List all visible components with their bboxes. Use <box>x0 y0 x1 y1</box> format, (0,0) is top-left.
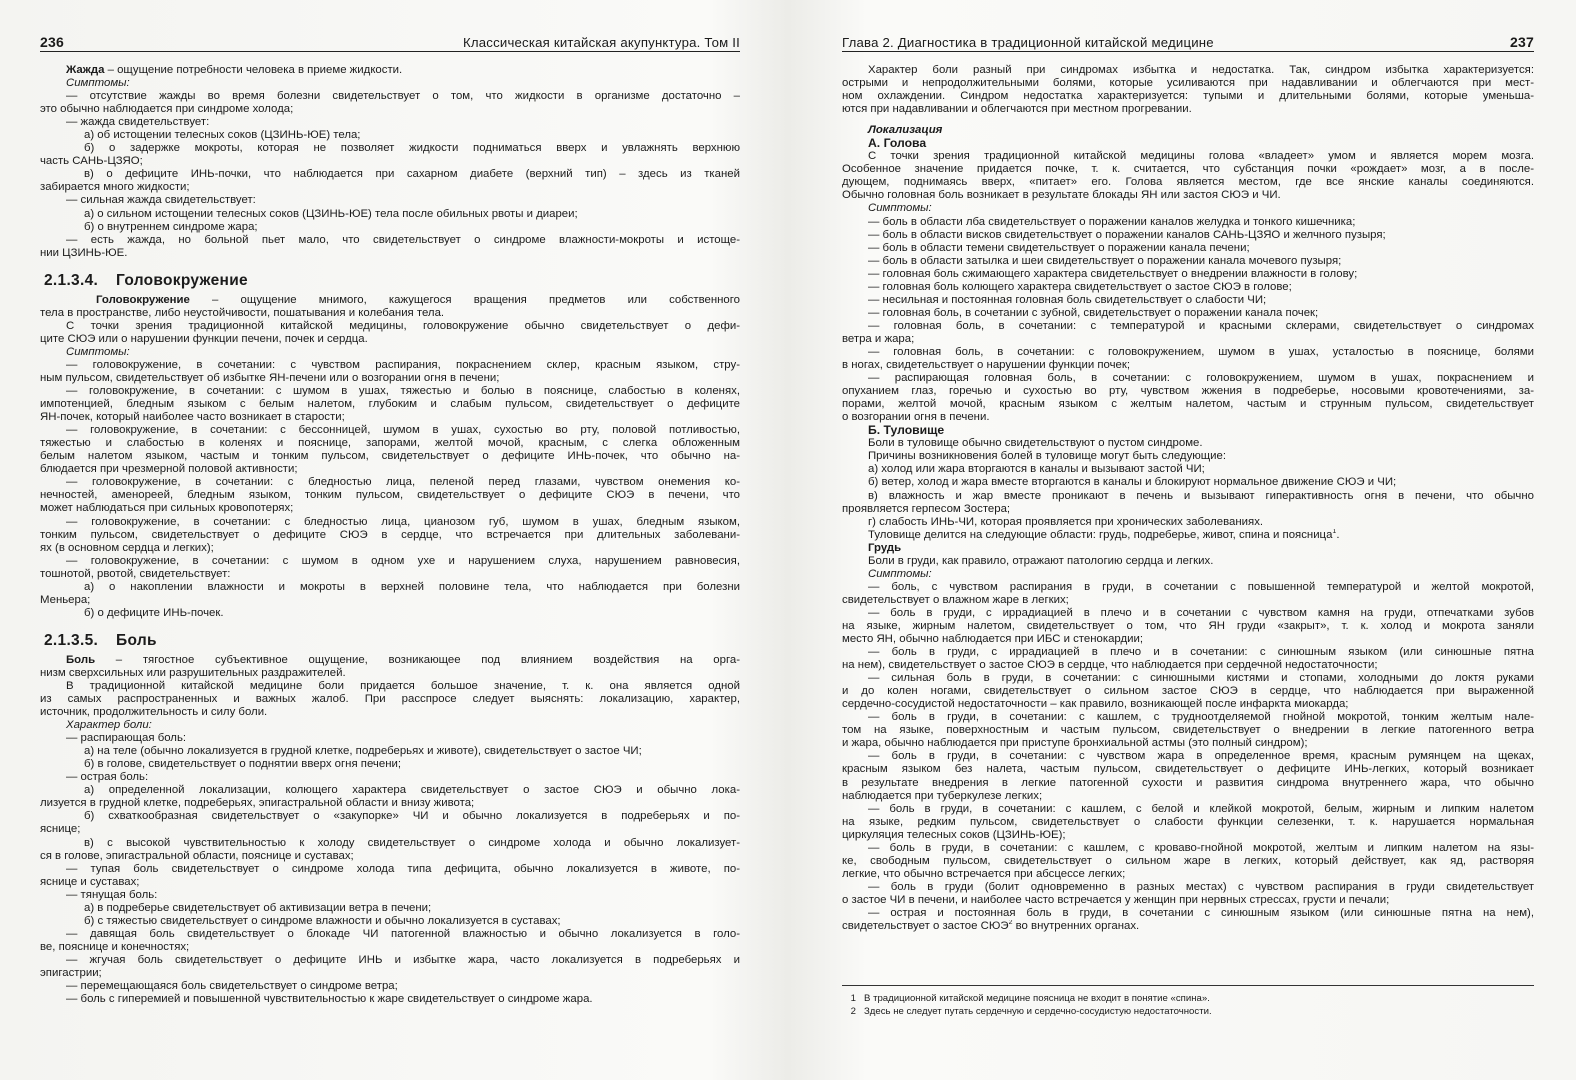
text-line: — острая и постоянная боль в груди, в сочетании с синюшным языком (или синюшные пятна на нем), <box>868 907 1534 919</box>
page-number: 237 <box>1510 34 1534 50</box>
text-line: белым налетом языком, частым и тонким пульсом, свидетельствует о дефиците ИНЬ-почек, что обычно на- <box>40 450 740 463</box>
text-line: — головная боль, в сочетании: с головокружением, шумом в ушах, усталостью в пояснице, болями <box>868 345 1534 358</box>
text-line: — есть жажда, но больной пьет мало, что свидетельствует о синдроме влажности-мокроты и истоще- <box>66 233 740 246</box>
text-line: А. Голова <box>868 137 927 151</box>
text-line: — сильная жажда свидетельствует: <box>66 194 256 207</box>
section-title: Головокружение <box>116 271 248 289</box>
footnotes <box>842 985 1534 1018</box>
text-line: ЯН-почек, который наиболее часто возникает в старости; <box>40 411 345 424</box>
text-line: — боль с гиперемией и повышенной чувствительностью к жаре свидетельствует о синдроме жара. <box>66 993 593 1006</box>
text-line: а) об истощении телесных соков (ЦЗИНЬ-ЮЕ) тела; <box>84 129 361 142</box>
text-line: и до колен ногами, свидетельствует о сильном застое СЮЭ в сердце, что наблюдается при выраженной <box>842 685 1534 698</box>
text-line: б) схваткообразная свидетельствует о «закупорке» ЧИ и обычно локализуется в подреберьях и по- <box>84 810 740 823</box>
text-line: б) ветер, холод и жара вместе вторгаются в каналы и блокируют нормальное движение СЮЭ и ЧИ; <box>868 476 1397 489</box>
text-line: — боль, с чувством распирания в груди, в сочетании с повышенной температурой и желтой мокротой, <box>868 580 1534 593</box>
text-line: о застое ЧИ в печени, и наиболее часто встречается у женщин при нервных стрессах, грусти и печали; <box>842 893 1390 906</box>
text-line: том на языке, поверхностным и частым пульсом, свидетельствует о внедрении в легкие патогенного ветра <box>842 724 1534 737</box>
term: Головокружение <box>96 293 190 306</box>
text-line: — боль в груди, с иррадиацией в плечо и в сочетании с чувством камня на груди, отпечатками зубов <box>868 606 1534 619</box>
section-number: 2.1.3.5. <box>44 631 99 649</box>
text-line: — головокружение, в сочетании: с чувством распирания, покраснением склер, красным языком, стру- <box>66 358 740 371</box>
text-run: во внутренних органах. <box>1012 920 1140 933</box>
text-line: Грудь <box>868 541 902 554</box>
running-title: Классическая китайская акупунктура. Том II <box>462 35 740 50</box>
text-line: в) с высокой чувствительностью к холоду свидетельствует о синдроме холода и обычно локализует- <box>84 836 740 849</box>
text-line: яснице; <box>40 823 81 836</box>
text-line: а) о накоплении влажности и мокроты в верхней половине тела, что наблюдается при болезни <box>84 580 740 593</box>
text-line: Боли в туловище обычно свидетельствуют о пустом синдроме. <box>868 437 1203 450</box>
text-line: — боль в области темени свидетельствует о поражении канала печени; <box>868 241 1250 254</box>
text-line: Боли в груди, как правило, отражают патологию сердца и легких. <box>868 554 1214 567</box>
text-line: забирается много жидкости; <box>40 181 190 194</box>
text-line: в) влажность и жар вместе проникают в печень и вызывают гиперактивность огня в печени, что обычно <box>868 489 1534 502</box>
text-line: — боль в груди (болит одновременно в разных местах) с чувством распирания в груди свидетельствует <box>868 880 1534 893</box>
text-line: — жгучая боль свидетельствует о дефиците ИНЬ и избытке жара, часто локализуется в подреберьях и <box>66 953 740 966</box>
text-line: может наблюдаться при сильных кровопотерях; <box>40 502 294 515</box>
running-head-right <box>842 30 1534 52</box>
text-line: — боль в груди, в сочетании: с кашлем, с белой и клейкой мокротой, белым, жирным и липким налетом <box>868 802 1534 815</box>
text-line: Характер боли: <box>66 719 152 732</box>
text-run: – тягостное субъективное ощущение, возникающее под влиянием воздействия на орга- <box>95 653 740 666</box>
text-line: ся в голове, эпигастральной области, пояснице и суставах; <box>40 849 354 862</box>
text-line: легкие, что обычно встречается при абсцессе легких; <box>842 867 1126 880</box>
text-line: низм сверхсильных или разрушительных раздражителей. <box>40 666 346 679</box>
left-page <box>40 30 740 1070</box>
text-line: Б. Туловище <box>868 424 945 438</box>
text-line: ците СЮЭ или о нарушении функции печени, почек и сердца. <box>40 332 368 345</box>
text-line: яснице и суставах; <box>40 875 140 888</box>
text-line: ке, свободным пульсом, свидетельствует о сильном жаре в легких, который действует, как яд, растворяя <box>842 854 1534 867</box>
pain-section <box>40 654 740 1006</box>
text-line: — боль в груди, с иррадиацией в плечо и в сочетании: с синюшным языком (или синюшные пятна <box>868 646 1534 659</box>
page-number: 236 <box>40 34 64 50</box>
text-line: — головокружение, в сочетании: с шумом в одном ухе и нарушением слуха, нарушением равновесия, <box>66 554 740 567</box>
text-line: Меньера; <box>40 593 91 606</box>
section-heading-pain <box>44 632 740 650</box>
text-line: С точки зрения традиционной китайской медицины, головокружение обычно свидетельствует о дефи- <box>66 319 740 332</box>
text-line <box>842 920 1534 933</box>
text-line: блюдается при чрезмерной половой активности; <box>40 463 298 476</box>
text-line: г) слабость ИНЬ-ЧИ, которая проявляется при хронических заболеваниях. <box>868 515 1264 528</box>
text-line: лизуется в грудной клетке, подреберьях, эпигастральной области и внизу живота; <box>40 797 475 810</box>
text-run: . <box>1336 528 1340 541</box>
text-line: — головная боль, в сочетании: с температурой и красными склерами, свидетельствует о синдромах <box>868 319 1534 332</box>
text-line: нии ЦЗИНЬ-ЮЕ. <box>40 246 128 259</box>
running-head-left <box>40 30 740 52</box>
footnote-ref: 1 <box>1332 528 1337 535</box>
footnote-text: Здесь не следует путать сердечную и сердечно-сосудистую недостаточности. <box>864 1006 1212 1017</box>
text-line: Симптомы: <box>868 202 932 215</box>
text-line: ве, пояснице и конечностях; <box>40 940 190 953</box>
text-line: б) о задержке мокроты, которая не позволяет жидкости подниматься вверх и увлажнять верхнюю <box>84 142 740 155</box>
text-line <box>40 294 740 307</box>
text-line: импотенцией, бледным языком с белым налетом, глубоким и слабым пульсом, свидетельствует о дефиците <box>40 398 740 411</box>
section-number: 2.1.3.4. <box>44 271 99 289</box>
text-line <box>40 64 740 77</box>
text-line <box>842 529 1534 542</box>
right-body <box>842 64 1534 933</box>
running-title: Глава 2. Диагностика в традиционной китайской медицине <box>842 35 1214 50</box>
text-line: ном охлаждении. Синдром недостатка характеризуется: тупыми и длительными болями, которые уменьша- <box>842 90 1534 103</box>
text-line: на языке, редким пульсом, свидетельствует о слабости функции селезенки, т. к. нарушается нормальная <box>842 815 1534 828</box>
footnote <box>842 1005 1534 1018</box>
text-line: б) о дефиците ИНЬ-почек. <box>84 606 224 619</box>
text-line <box>40 654 740 667</box>
footnote-text: В традиционной китайской медицине поясница не входит в понятие «спина». <box>864 993 1210 1004</box>
text-line: — перемещающаяся боль свидетельствует о синдроме ветра; <box>66 980 398 993</box>
text-line: часть САНЬ-ЦЗЯО; <box>40 155 143 168</box>
text-line: — сильная боль в груди, в сочетании: с синюшными кистями и стопами, холодными до локтя руками <box>868 672 1534 685</box>
text-line: — боль в области висков свидетельствует о поражении каналов САНЬ-ЦЗЯО и желчного пузыря; <box>868 228 1386 241</box>
text-line: проявляется герпесом Зостера; <box>842 502 1011 515</box>
text-line: из самых распространенных и важных жалоб. При расспросе следует выяснять: локализацию, характер, <box>40 693 740 706</box>
text-line: и жара, обычно наблюдается при приступе бронхиальной астмы (это полный синдром); <box>842 737 1308 750</box>
text-line: наблюдается при туберкулезе легких; <box>842 789 1043 802</box>
text-line: тонким пульсом, свидетельствует о дефиците СЮЭ в сердце, что встречается при длительных заболевани- <box>40 528 740 541</box>
footnote-ref: 2 <box>1008 920 1013 927</box>
text-line: — головная боль сжимающего характера свидетельствует о внедрении влажности в голову; <box>868 267 1358 280</box>
text-line: Особенное значение придается почке, т. к. считается, что субстанция почки «рождает» мозг, а в после- <box>842 163 1534 176</box>
text-line: сердечно-сосудистой недостаточности – как правило, возникающей после инфаркта миокарда; <box>842 698 1349 711</box>
text-line: это обычно наблюдается при синдроме холода; <box>40 103 294 116</box>
text-line: — жажда свидетельствует: <box>66 116 210 129</box>
text-line: — головокружение, в сочетании: с шумом в ушах, тяжестью и болью в пояснице, слабостью в коленях, <box>66 385 740 398</box>
text-line: порами, желтой мочой, красным языком с желтым налетом, частым и струнным пульсом, свидетельствует <box>842 398 1534 411</box>
text-line: красным языком без налета, частым пульсом, свидетельствует о дефиците ИНЬ-легких, который возникает <box>842 763 1534 776</box>
text-line: — боль в груди, в сочетании: с кашлем, с кроваво-гнойной мокротой, желтым и липким налетом на язы- <box>868 841 1534 854</box>
text-line: ветра и жара; <box>842 332 915 345</box>
text-run: Туловище делится на следующие области: грудь, подреберье, живот, спина и поясница <box>868 528 1333 541</box>
footnote-mark: 2 <box>850 1006 856 1017</box>
text-line: Локализация <box>868 124 943 137</box>
term: Жажда <box>66 64 105 76</box>
text-line: на нем), свидетельствует о застое СЮЭ в сердце, что наблюдается при сердечной недостаточности; <box>842 659 1378 672</box>
text-line: острыми и непродолжительными болями, которые усиливаются при надавливании и облегчаются при мест- <box>842 77 1534 90</box>
text-line: опуханием глаз, горечью и сухостью во рту, чувством жжения в подреберье, носовыми кровотечениями, за- <box>842 385 1534 398</box>
text-run: – ощущение потребности человека в приеме жидкости. <box>104 64 403 76</box>
text-line: а) на теле (обычно локализуется в грудной клетке, подреберьях и животе), свидетельствует о застое ЧИ; <box>84 745 642 758</box>
footnote-mark: 1 <box>850 993 856 1004</box>
text-line: — головокружение, в сочетании: с бледностью лица, цианозом губ, шумом в ушах, бледным языком, <box>66 515 740 528</box>
text-line: — отсутствие жажды во время болезни свидетельствует о том, что жидкости в организме достаточно – <box>66 90 740 103</box>
text-line: — тупая боль свидетельствует о синдроме холода типа дефицита, обычно локализуется в животе, по- <box>66 862 740 875</box>
text-line: — головная боль колющего характера свидетельствует о застое СЮЭ в голове; <box>868 280 1292 293</box>
term: Боль <box>66 653 96 666</box>
text-line: Характер боли разный при синдромах избытка и недостатка. Так, синдром избытка характеризуется: <box>868 64 1534 76</box>
text-line: о возгорании огня в печени. <box>842 411 990 424</box>
text-line: б) в голове, свидетельствует о поднятии вверх огня печени; <box>84 758 402 771</box>
text-line: — боль в области затылка и шеи свидетельствует о поражении канала мочевого пузыря; <box>868 254 1342 267</box>
text-run: свидетельствует о застое СЮЭ <box>842 920 1009 933</box>
text-line: — распирающая боль: <box>66 732 187 745</box>
text-line: в ногах, свидетельствует о нарушении функции почек; <box>842 359 1131 372</box>
text-line: тошнотой, рвотой, свидетельствует: <box>40 567 231 580</box>
text-line: С точки зрения традиционной китайской медицины голова «владеет» умом и является морем мозга. <box>868 150 1534 163</box>
text-line: — боль в груди, в сочетании: с чувством жара в определенное время, красным румянцем на щеках, <box>868 750 1534 763</box>
right-page <box>842 30 1534 1070</box>
text-line: Симптомы: <box>66 345 130 358</box>
text-line: — распирающая головная боль, в сочетании: с головокружением, шумом в ушах, покраснением и <box>868 372 1534 385</box>
text-line: В традиционной китайской медицине боли придается большое значение, т. к. она является одной <box>66 679 740 692</box>
text-line: нечностей, аменореей, бледным языком, тонким пульсом, свидетельствует о дефиците СЮЭ в печени, что <box>40 489 740 502</box>
text-line: тела в пространстве, либо неустойчивости, пошатывания и колебания тела. <box>40 306 445 319</box>
text-line: а) холод или жара вторгаются в каналы и вызывают застой ЧИ; <box>868 463 1205 476</box>
text-line: тяжестью и слабостью в коленях и пояснице, запорами, желтой мочой, красным, с слегка обложенным <box>40 437 740 450</box>
text-line: эпигастрии; <box>40 967 102 979</box>
text-line: свидетельствует о влажном жаре в легких; <box>842 593 1069 606</box>
text-line: Симптомы: <box>868 567 932 580</box>
text-line: — боль в груди, в сочетании: с кашлем, с трудноотделяемой гнойной мокротой, тонким желтым нале- <box>868 711 1534 724</box>
text-line: в) о дефиците ИНЬ-почки, что наблюдается при сахарном диабете (верхний тип) – здесь из тканей <box>84 168 740 181</box>
thirst-section <box>40 64 740 260</box>
text-line: — боль в области лба свидетельствует о поражении каналов желудка и тонкого кишечника; <box>868 215 1356 228</box>
text-line: б) с тяжестью свидетельствует о синдроме влажности и обычно локализуется в суставах; <box>84 914 561 927</box>
text-line: Причины возникновения болей в туловище могут быть следующие: <box>868 450 1227 463</box>
text-line: — давящая боль свидетельствует о блокаде ЧИ патогенной влажностью и обычно локализуется в голо- <box>66 927 740 940</box>
text-line: ным пульсом, свидетельствует об избытке ЯН-печени или о возгорании огня в печени; <box>40 371 500 384</box>
text-line: источник, продолжительность и силу боли. <box>40 706 268 719</box>
text-line: циркуляция телесных соков (ЦЗИНЬ-ЮЕ); <box>842 828 1066 841</box>
dizziness-section <box>40 294 740 620</box>
text-line: место ЯН, обычно наблюдается при ИБС и стенокардии; <box>842 633 1144 646</box>
text-line: а) определенной локализации, колющего характера свидетельствует о застое СЮЭ и обычно лока- <box>84 784 740 797</box>
section-title: Боль <box>116 631 157 649</box>
text-line: Симптомы: <box>66 77 130 90</box>
section-heading-dizziness <box>44 272 740 290</box>
text-line: ются при надавливании и облегчаются при местном прогревании. <box>842 103 1192 116</box>
text-line: в результате внедрения в легкие патогенной сухости и развития синдрома внутреннего жара, что обычно <box>842 776 1534 789</box>
text-line: — головная боль, в сочетании с зубной, свидетельствует о поражении канала почек; <box>868 306 1319 319</box>
text-line: — несильная и постоянная головная боль свидетельствует о слабости ЧИ; <box>868 293 1267 306</box>
text-line: а) о сильном истощении телесных соков (ЦЗИНЬ-ЮЕ) тела после обильных рвоты и диареи; <box>84 207 578 220</box>
text-line: на языке, жирным налетом, свидетельствует о том, что ЯН груди «закрыт», т. к. холод и мокрота заняли <box>842 619 1534 632</box>
text-line: — головокружение, в сочетании: с бессонницей, шумом в ушах, сухостью во рту, половой потливостью, <box>66 424 740 437</box>
text-line: — тянущая боль: <box>66 888 158 901</box>
text-line: а) в подреберье свидетельствует об активизации ветра в печени; <box>84 901 432 914</box>
left-body <box>40 64 740 1006</box>
footnote <box>842 992 1534 1005</box>
text-line: Обычно головная боль возникает в результате блокады ЯН или застоя СЮЭ и ЧИ. <box>842 189 1281 202</box>
text-line: — острая боль: <box>66 771 149 784</box>
text-line: дующем, поднимаясь вверх, «питает» его. Голова является местом, где все янские каналы соединяются. <box>842 176 1534 189</box>
text-line: — головокружение, в сочетании: с бледностью лица, пеленой перед глазами, чувством онемения ко- <box>66 476 740 489</box>
text-line: ях (в основном сердца и легких); <box>40 541 214 554</box>
text-run: – ощущение мнимого, кажущегося вращения предметов или собственного <box>189 293 740 306</box>
text-line: б) о внутреннем синдроме жара; <box>84 220 258 233</box>
